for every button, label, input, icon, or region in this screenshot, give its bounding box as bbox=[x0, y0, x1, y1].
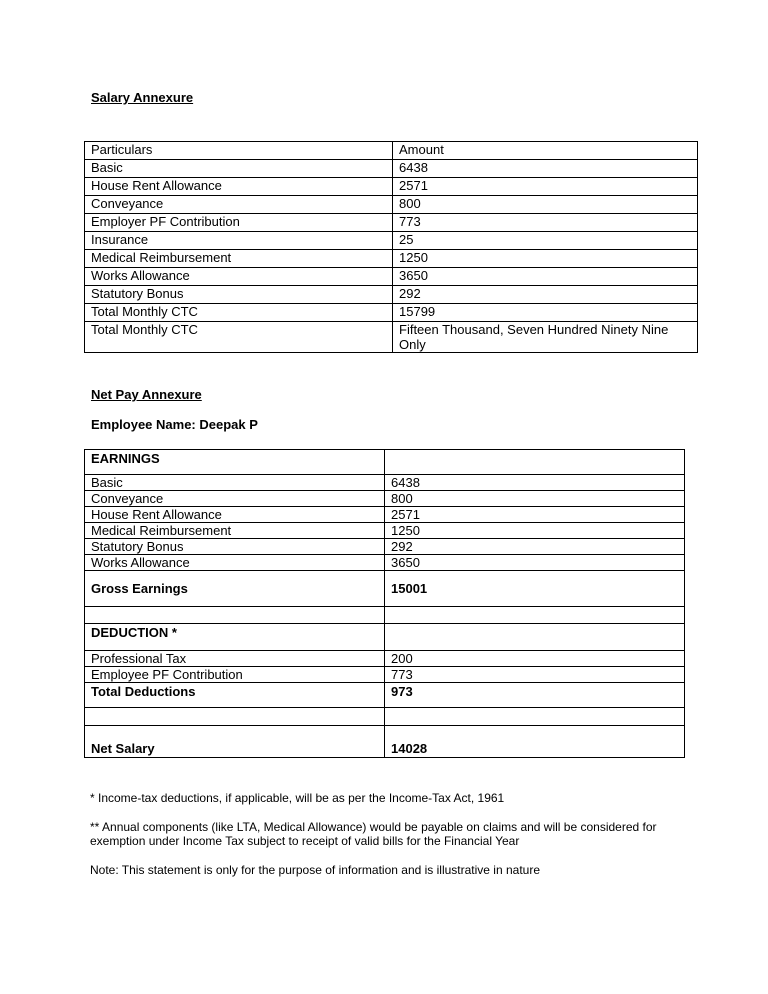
earning-value: 2571 bbox=[385, 507, 685, 523]
amount-cell: 292 bbox=[393, 286, 698, 304]
net-salary-row bbox=[85, 726, 685, 758]
amount-cell: 15799 bbox=[393, 304, 698, 322]
amount-cell: 2571 bbox=[393, 178, 698, 196]
table-row bbox=[85, 539, 685, 555]
empty-cell bbox=[385, 708, 685, 726]
net-salary-label: Net Salary bbox=[85, 726, 385, 758]
empty-cell bbox=[85, 607, 385, 624]
deduction-heading: DEDUCTION * bbox=[85, 624, 385, 651]
table-row bbox=[85, 475, 685, 491]
earning-value: 1250 bbox=[385, 523, 685, 539]
table-row bbox=[85, 523, 685, 539]
table-row bbox=[85, 178, 698, 196]
empty-cell bbox=[385, 450, 685, 475]
employee-name: Employee Name: Deepak P bbox=[91, 417, 258, 432]
amount-cell: Fifteen Thousand, Seven Hundred Ninety Nine Only bbox=[393, 322, 698, 353]
deduction-value: 773 bbox=[385, 667, 685, 683]
table-row bbox=[85, 160, 698, 178]
table-row bbox=[85, 507, 685, 523]
header-particulars: Particulars bbox=[85, 142, 393, 160]
particular-cell: Works Allowance bbox=[85, 268, 393, 286]
total-deductions-label: Total Deductions bbox=[85, 683, 385, 708]
deduction-heading-row bbox=[85, 624, 685, 651]
table-row bbox=[85, 214, 698, 232]
disclaimer-note: Note: This statement is only for the purpose of information and is illustrative in nature bbox=[90, 863, 541, 877]
deduction-label: Professional Tax bbox=[85, 651, 385, 667]
particular-cell: Insurance bbox=[85, 232, 393, 250]
gross-earnings-value: 15001 bbox=[385, 571, 685, 607]
earning-label: Works Allowance bbox=[85, 555, 385, 571]
table-row bbox=[85, 651, 685, 667]
salary-annexure-table bbox=[84, 141, 698, 353]
empty-cell bbox=[385, 624, 685, 651]
particular-cell: House Rent Allowance bbox=[85, 178, 393, 196]
particular-cell: Conveyance bbox=[85, 196, 393, 214]
particular-cell: Employer PF Contribution bbox=[85, 214, 393, 232]
table-row bbox=[85, 555, 685, 571]
table-row bbox=[85, 491, 685, 507]
earning-value: 292 bbox=[385, 539, 685, 555]
table-row bbox=[85, 268, 698, 286]
spacer-row bbox=[85, 708, 685, 726]
table-row bbox=[85, 667, 685, 683]
table-row bbox=[85, 196, 698, 214]
particular-cell: Total Monthly CTC bbox=[85, 322, 393, 353]
amount-cell: 1250 bbox=[393, 250, 698, 268]
annual-components-footnote: ** Annual components (like LTA, Medical Allowance) would be payable on claims and will be considered for exemption under Income Tax subject to receipt of valid bills for the Financial Year bbox=[90, 820, 657, 848]
amount-cell: 3650 bbox=[393, 268, 698, 286]
table-row bbox=[85, 322, 698, 353]
amount-cell: 25 bbox=[393, 232, 698, 250]
gross-earnings-label: Gross Earnings bbox=[85, 571, 385, 607]
earning-label: Medical Reimbursement bbox=[85, 523, 385, 539]
empty-cell bbox=[85, 708, 385, 726]
particular-cell: Basic bbox=[85, 160, 393, 178]
earning-label: Basic bbox=[85, 475, 385, 491]
table-row bbox=[85, 286, 698, 304]
deduction-value: 200 bbox=[385, 651, 685, 667]
net-pay-annexure-title: Net Pay Annexure bbox=[91, 387, 202, 402]
amount-cell: 6438 bbox=[393, 160, 698, 178]
earning-value: 800 bbox=[385, 491, 685, 507]
net-salary-value: 14028 bbox=[385, 726, 685, 758]
amount-cell: 773 bbox=[393, 214, 698, 232]
empty-cell bbox=[385, 607, 685, 624]
particular-cell: Total Monthly CTC bbox=[85, 304, 393, 322]
earning-value: 6438 bbox=[385, 475, 685, 491]
particular-cell: Statutory Bonus bbox=[85, 286, 393, 304]
earnings-heading: EARNINGS bbox=[85, 450, 385, 475]
table-header-row bbox=[85, 142, 698, 160]
table-row bbox=[85, 250, 698, 268]
spacer-row bbox=[85, 607, 685, 624]
salary-annexure-title: Salary Annexure bbox=[91, 90, 194, 105]
table-row bbox=[85, 304, 698, 322]
total-deductions-row bbox=[85, 683, 685, 708]
table-row bbox=[85, 232, 698, 250]
particular-cell: Medical Reimbursement bbox=[85, 250, 393, 268]
income-tax-footnote: * Income-tax deductions, if applicable, will be as per the Income-Tax Act, 1961 bbox=[90, 791, 505, 805]
earning-value: 3650 bbox=[385, 555, 685, 571]
total-deductions-value: 973 bbox=[385, 683, 685, 708]
earning-label: House Rent Allowance bbox=[85, 507, 385, 523]
net-pay-table bbox=[84, 449, 685, 758]
header-amount: Amount bbox=[393, 142, 698, 160]
gross-earnings-row bbox=[85, 571, 685, 607]
earning-label: Statutory Bonus bbox=[85, 539, 385, 555]
amount-cell: 800 bbox=[393, 196, 698, 214]
deduction-label: Employee PF Contribution bbox=[85, 667, 385, 683]
earning-label: Conveyance bbox=[85, 491, 385, 507]
earnings-heading-row bbox=[85, 450, 685, 475]
